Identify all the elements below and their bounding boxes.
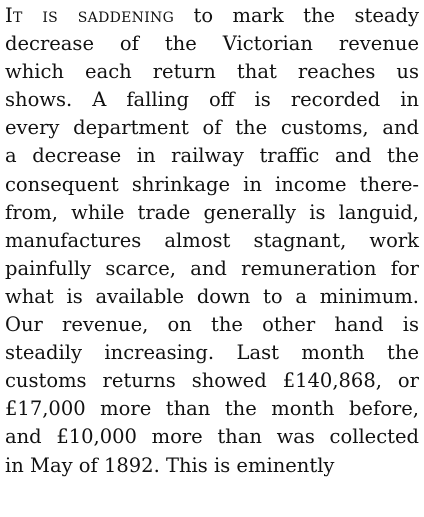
article-line-10: painfully scarce, and remuneration for — [5, 256, 419, 280]
newspaper-article-text — [5, 2, 419, 480]
article-line-1 — [5, 2, 419, 30]
article-line-12: Our revenue, on the other hand is — [5, 313, 419, 337]
article-line-7: consequent shrinkage in income there- — [5, 172, 419, 196]
article-line-1-text: to mark the steady — [174, 4, 419, 27]
article-line-13: steadily increasing. Last month the — [5, 341, 419, 365]
article-line-9: manufactures almost stagnant, work — [5, 228, 419, 252]
article-line-2: decrease of the Victorian revenue — [5, 32, 419, 56]
article-line-14: customs returns showed £140,868, or — [5, 369, 419, 393]
article-line-16: and £10,000 more than was collected — [5, 425, 419, 449]
article-line-11: what is available down to a minimum. — [5, 284, 419, 308]
article-lead-in: It is saddening — [5, 4, 175, 27]
article-line-3: which each return that reaches us — [5, 60, 419, 84]
article-line-17: in May of 1892. This is eminently — [5, 453, 335, 477]
article-line-6: a decrease in railway traffic and the — [5, 144, 419, 168]
article-line-15: £17,000 more than the month before, — [5, 397, 419, 421]
article-line-5: every department of the customs, and — [5, 116, 419, 140]
article-line-8: from, while trade generally is languid, — [5, 200, 419, 224]
article-line-4: shows. A falling off is recorded in — [5, 88, 419, 112]
